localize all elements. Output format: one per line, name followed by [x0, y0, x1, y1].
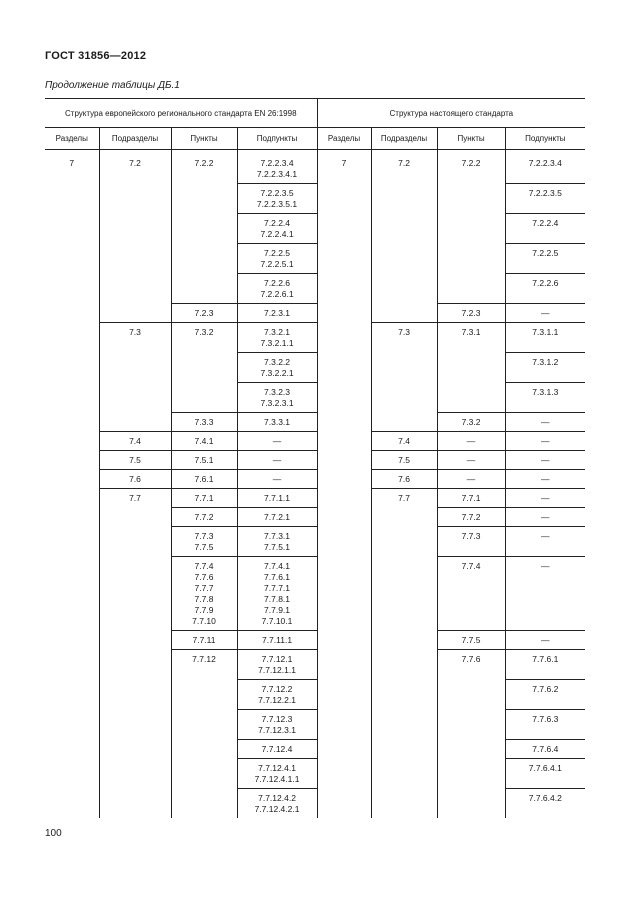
table-row	[45, 214, 585, 244]
document-title: ГОСТ 31856—2012	[45, 50, 147, 62]
column-header: Подпункты	[237, 128, 317, 150]
right-point-cell	[437, 383, 505, 413]
right-subsection-cell	[371, 710, 437, 740]
column-header: Пункты	[437, 128, 505, 150]
column-header: Подпункты	[505, 128, 585, 150]
right-point-cell: 7.7.4	[437, 557, 505, 631]
left-subsection-cell: 7.3	[99, 323, 171, 353]
left-subpoint-cell: 7.2.2.3.5 7.2.2.3.5.1	[237, 184, 317, 214]
left-subpoint-cell: 7.7.12.4.2 7.7.12.4.2.1	[237, 789, 317, 819]
left-subpoint-cell: 7.7.12.4	[237, 740, 317, 759]
right-subpoint-cell: 7.7.6.4	[505, 740, 585, 759]
left-section-cell	[45, 557, 99, 631]
right-point-cell: 7.7.1	[437, 489, 505, 508]
right-section-cell	[317, 383, 371, 413]
table-row	[45, 631, 585, 650]
left-point-cell: 7.3.2	[171, 323, 237, 353]
right-subsection-cell	[371, 631, 437, 650]
right-subsection-cell	[371, 214, 437, 244]
left-subpoint-cell: 7.2.2.3.4 7.2.2.3.4.1	[237, 154, 317, 184]
right-point-cell	[437, 274, 505, 304]
left-subpoint-cell: 7.3.2.1 7.3.2.1.1	[237, 323, 317, 353]
right-point-cell: —	[437, 432, 505, 451]
table-row	[45, 557, 585, 631]
left-point-cell: 7.7.2	[171, 508, 237, 527]
left-section-cell	[45, 650, 99, 680]
left-subpoint-cell: —	[237, 451, 317, 470]
left-point-cell	[171, 214, 237, 244]
right-subsection-cell	[371, 789, 437, 819]
right-section-cell	[317, 323, 371, 353]
left-subsection-cell	[99, 789, 171, 819]
right-subpoint-cell: —	[505, 432, 585, 451]
left-point-cell	[171, 759, 237, 789]
right-subpoint-cell: 7.2.2.5	[505, 244, 585, 274]
table-row	[45, 154, 585, 184]
left-point-cell	[171, 740, 237, 759]
right-subpoint-cell: —	[505, 304, 585, 323]
left-point-cell: 7.7.4 7.7.6 7.7.7 7.7.8 7.7.9 7.7.10	[171, 557, 237, 631]
right-section-cell	[317, 451, 371, 470]
table-row	[45, 527, 585, 557]
left-subpoint-cell: 7.3.3.1	[237, 413, 317, 432]
left-subpoint-cell: 7.2.2.4 7.2.2.4.1	[237, 214, 317, 244]
right-subpoint-cell: 7.2.2.3.5	[505, 184, 585, 214]
left-section-cell	[45, 740, 99, 759]
table-row	[45, 489, 585, 508]
right-point-cell	[437, 244, 505, 274]
left-point-cell: 7.2.3	[171, 304, 237, 323]
right-subpoint-cell: —	[505, 508, 585, 527]
left-subsection-cell: 7.4	[99, 432, 171, 451]
left-section-cell	[45, 184, 99, 214]
table-row	[45, 323, 585, 353]
left-point-cell	[171, 184, 237, 214]
right-subsection-cell	[371, 759, 437, 789]
right-section-cell	[317, 489, 371, 508]
right-subsection-cell: 7.5	[371, 451, 437, 470]
right-point-cell	[437, 740, 505, 759]
left-point-cell: 7.3.3	[171, 413, 237, 432]
right-subsection-cell	[371, 527, 437, 557]
right-point-cell: —	[437, 470, 505, 489]
right-subpoint-cell: —	[505, 631, 585, 650]
table-row	[45, 680, 585, 710]
right-subsection-cell: 7.7	[371, 489, 437, 508]
left-point-cell	[171, 680, 237, 710]
left-subsection-cell	[99, 413, 171, 432]
right-point-cell	[437, 789, 505, 819]
left-subpoint-cell: —	[237, 470, 317, 489]
right-section-cell	[317, 304, 371, 323]
left-point-cell: 7.7.3 7.7.5	[171, 527, 237, 557]
left-subsection-cell	[99, 680, 171, 710]
column-header: Пункты	[171, 128, 237, 150]
right-section-cell	[317, 631, 371, 650]
left-section-cell: 7	[45, 154, 99, 184]
right-section-cell	[317, 759, 371, 789]
left-subpoint-cell: 7.7.12.2 7.7.12.2.1	[237, 680, 317, 710]
left-section-cell	[45, 383, 99, 413]
left-subsection-cell	[99, 631, 171, 650]
right-subpoint-cell: —	[505, 470, 585, 489]
left-point-cell	[171, 274, 237, 304]
table-row	[45, 184, 585, 214]
left-point-cell	[171, 244, 237, 274]
left-section-cell	[45, 527, 99, 557]
left-subsection-cell	[99, 353, 171, 383]
right-subsection-cell	[371, 557, 437, 631]
column-header: Подразделы	[371, 128, 437, 150]
left-subsection-cell: 7.6	[99, 470, 171, 489]
left-subsection-cell: 7.2	[99, 154, 171, 184]
right-subpoint-cell: —	[505, 557, 585, 631]
table-row	[45, 789, 585, 819]
right-subsection-cell	[371, 508, 437, 527]
right-point-cell: 7.3.2	[437, 413, 505, 432]
left-section-cell	[45, 759, 99, 789]
left-subsection-cell	[99, 274, 171, 304]
table-row	[45, 740, 585, 759]
right-subpoint-cell: 7.2.2.4	[505, 214, 585, 244]
right-subpoint-cell: 7.7.6.2	[505, 680, 585, 710]
page-number: 100	[45, 828, 62, 839]
left-subpoint-cell: 7.7.4.1 7.7.6.1 7.7.7.1 7.7.8.1 7.7.9.1 7.7.10.1	[237, 557, 317, 631]
left-point-cell: 7.7.1	[171, 489, 237, 508]
table-row	[45, 353, 585, 383]
left-subsection-cell	[99, 508, 171, 527]
left-subsection-cell	[99, 304, 171, 323]
right-point-cell: 7.7.5	[437, 631, 505, 650]
left-subpoint-cell: 7.3.2.3 7.3.2.3.1	[237, 383, 317, 413]
table-row	[45, 710, 585, 740]
table-row	[45, 304, 585, 323]
left-section-cell	[45, 214, 99, 244]
right-subsection-cell: 7.3	[371, 323, 437, 353]
left-subsection-cell: 7.7	[99, 489, 171, 508]
right-section-cell	[317, 353, 371, 383]
right-section-cell	[317, 557, 371, 631]
right-section-cell	[317, 184, 371, 214]
right-subsection-cell	[371, 274, 437, 304]
left-point-cell	[171, 710, 237, 740]
left-section-cell	[45, 353, 99, 383]
left-subsection-cell	[99, 740, 171, 759]
right-subpoint-cell: —	[505, 413, 585, 432]
right-section-cell	[317, 710, 371, 740]
left-subpoint-cell: 7.7.11.1	[237, 631, 317, 650]
right-point-cell	[437, 680, 505, 710]
left-subpoint-cell: —	[237, 432, 317, 451]
left-subsection-cell	[99, 557, 171, 631]
right-section-cell	[317, 680, 371, 710]
left-point-cell: 7.5.1	[171, 451, 237, 470]
right-subsection-cell	[371, 413, 437, 432]
left-point-cell: 7.2.2	[171, 154, 237, 184]
left-subpoint-cell: 7.7.3.1 7.7.5.1	[237, 527, 317, 557]
table-row	[45, 274, 585, 304]
left-subsection-cell	[99, 759, 171, 789]
left-section-cell	[45, 451, 99, 470]
left-subpoint-cell: 7.2.3.1	[237, 304, 317, 323]
table-row	[45, 451, 585, 470]
right-subsection-cell: 7.2	[371, 154, 437, 184]
table-row	[45, 470, 585, 489]
left-point-cell: 7.7.11	[171, 631, 237, 650]
left-subsection-cell	[99, 244, 171, 274]
right-section-cell	[317, 413, 371, 432]
right-subsection-cell	[371, 383, 437, 413]
right-section-cell	[317, 650, 371, 680]
right-subsection-cell	[371, 680, 437, 710]
right-section-cell	[317, 508, 371, 527]
table-row	[45, 759, 585, 789]
left-section-cell	[45, 470, 99, 489]
right-section-cell	[317, 470, 371, 489]
right-subpoint-cell: 7.3.1.3	[505, 383, 585, 413]
left-section-cell	[45, 789, 99, 819]
right-point-cell	[437, 214, 505, 244]
left-subsection-cell	[99, 527, 171, 557]
left-subpoint-cell: 7.2.2.5 7.2.2.5.1	[237, 244, 317, 274]
left-subpoint-cell: 7.7.12.4.1 7.7.12.4.1.1	[237, 759, 317, 789]
right-section-cell	[317, 274, 371, 304]
right-point-cell: 7.7.6	[437, 650, 505, 680]
right-section-cell	[317, 214, 371, 244]
right-group-header: Структура настоящего стандарта	[389, 108, 514, 118]
right-subpoint-cell: 7.2.2.6	[505, 274, 585, 304]
left-point-cell: 7.6.1	[171, 470, 237, 489]
right-point-cell: 7.2.2	[437, 154, 505, 184]
right-subpoint-cell: 7.2.2.3.4	[528, 158, 562, 168]
table-row	[45, 413, 585, 432]
left-section-cell	[45, 680, 99, 710]
right-subpoint-cell: 7.7.6.4.1	[505, 759, 585, 789]
table-row	[45, 244, 585, 274]
right-subpoint-cell: 7.3.1.2	[505, 353, 585, 383]
right-point-cell: 7.7.3	[437, 527, 505, 557]
right-point-cell: —	[437, 451, 505, 470]
right-subsection-cell	[371, 353, 437, 383]
table-caption: Продолжение таблицы ДБ.1	[45, 80, 180, 91]
right-subpoint-cell: 7.7.6.4.2	[505, 789, 585, 819]
left-point-cell: 7.4.1	[171, 432, 237, 451]
left-section-cell	[45, 323, 99, 353]
correspondence-table	[45, 98, 585, 818]
right-subsection-cell: 7.4	[371, 432, 437, 451]
right-subpoint-cell: —	[505, 451, 585, 470]
left-subsection-cell	[99, 383, 171, 413]
table-body	[45, 150, 585, 819]
right-point-cell	[437, 184, 505, 214]
right-point-cell: 7.7.2	[437, 508, 505, 527]
table-row	[45, 650, 585, 680]
right-point-cell	[437, 710, 505, 740]
left-section-cell	[45, 631, 99, 650]
table-row	[45, 432, 585, 451]
right-point-cell: 7.2.3	[437, 304, 505, 323]
left-point-cell	[171, 789, 237, 819]
left-subsection-cell: 7.5	[99, 451, 171, 470]
right-subsection-cell	[371, 184, 437, 214]
right-subsection-cell	[371, 304, 437, 323]
right-subsection-cell: 7.6	[371, 470, 437, 489]
left-group-header: Структура европейского регионального стандарта EN 26:1998	[45, 99, 317, 128]
left-subpoint-cell: 7.7.2.1	[237, 508, 317, 527]
right-point-cell: 7.3.1	[437, 323, 505, 353]
left-subsection-cell	[99, 214, 171, 244]
left-subsection-cell	[99, 650, 171, 680]
left-section-cell	[45, 244, 99, 274]
left-subpoint-cell: 7.2.2.6 7.2.2.6.1	[237, 274, 317, 304]
right-section-cell	[317, 527, 371, 557]
left-subpoint-cell: 7.3.2.2 7.3.2.2.1	[237, 353, 317, 383]
left-section-cell	[45, 489, 99, 508]
right-section-cell	[317, 789, 371, 819]
right-subsection-cell	[371, 740, 437, 759]
right-section-cell	[317, 740, 371, 759]
left-point-cell	[171, 353, 237, 383]
left-subpoint-cell: 7.7.12.3 7.7.12.3.1	[237, 710, 317, 740]
left-subsection-cell	[99, 184, 171, 214]
column-header: Разделы	[45, 128, 99, 150]
left-subpoint-cell: 7.7.1.1	[237, 489, 317, 508]
right-point-cell	[437, 759, 505, 789]
left-point-cell	[171, 383, 237, 413]
right-point-cell	[437, 353, 505, 383]
left-section-cell	[45, 304, 99, 323]
left-section-cell	[45, 413, 99, 432]
left-section-cell	[45, 432, 99, 451]
right-subpoint-cell: —	[505, 527, 585, 557]
left-section-cell	[45, 710, 99, 740]
right-subpoint-cell: 7.7.6.1	[505, 650, 585, 680]
column-header: Подразделы	[99, 128, 171, 150]
table-row	[45, 383, 585, 413]
table-row	[45, 508, 585, 527]
left-section-cell	[45, 274, 99, 304]
right-subpoint-cell: —	[505, 489, 585, 508]
left-section-cell	[45, 508, 99, 527]
right-subsection-cell	[371, 650, 437, 680]
left-subpoint-cell: 7.7.12.1 7.7.12.1.1	[237, 650, 317, 680]
right-subsection-cell	[371, 244, 437, 274]
right-subpoint-cell: 7.3.1.1	[505, 323, 585, 353]
left-point-cell: 7.7.12	[171, 650, 237, 680]
right-subpoint-cell: 7.7.6.3	[505, 710, 585, 740]
right-section-cell	[317, 432, 371, 451]
right-section-cell: 7	[317, 154, 371, 184]
column-header: Разделы	[317, 128, 371, 150]
left-subsection-cell	[99, 710, 171, 740]
right-section-cell	[317, 244, 371, 274]
